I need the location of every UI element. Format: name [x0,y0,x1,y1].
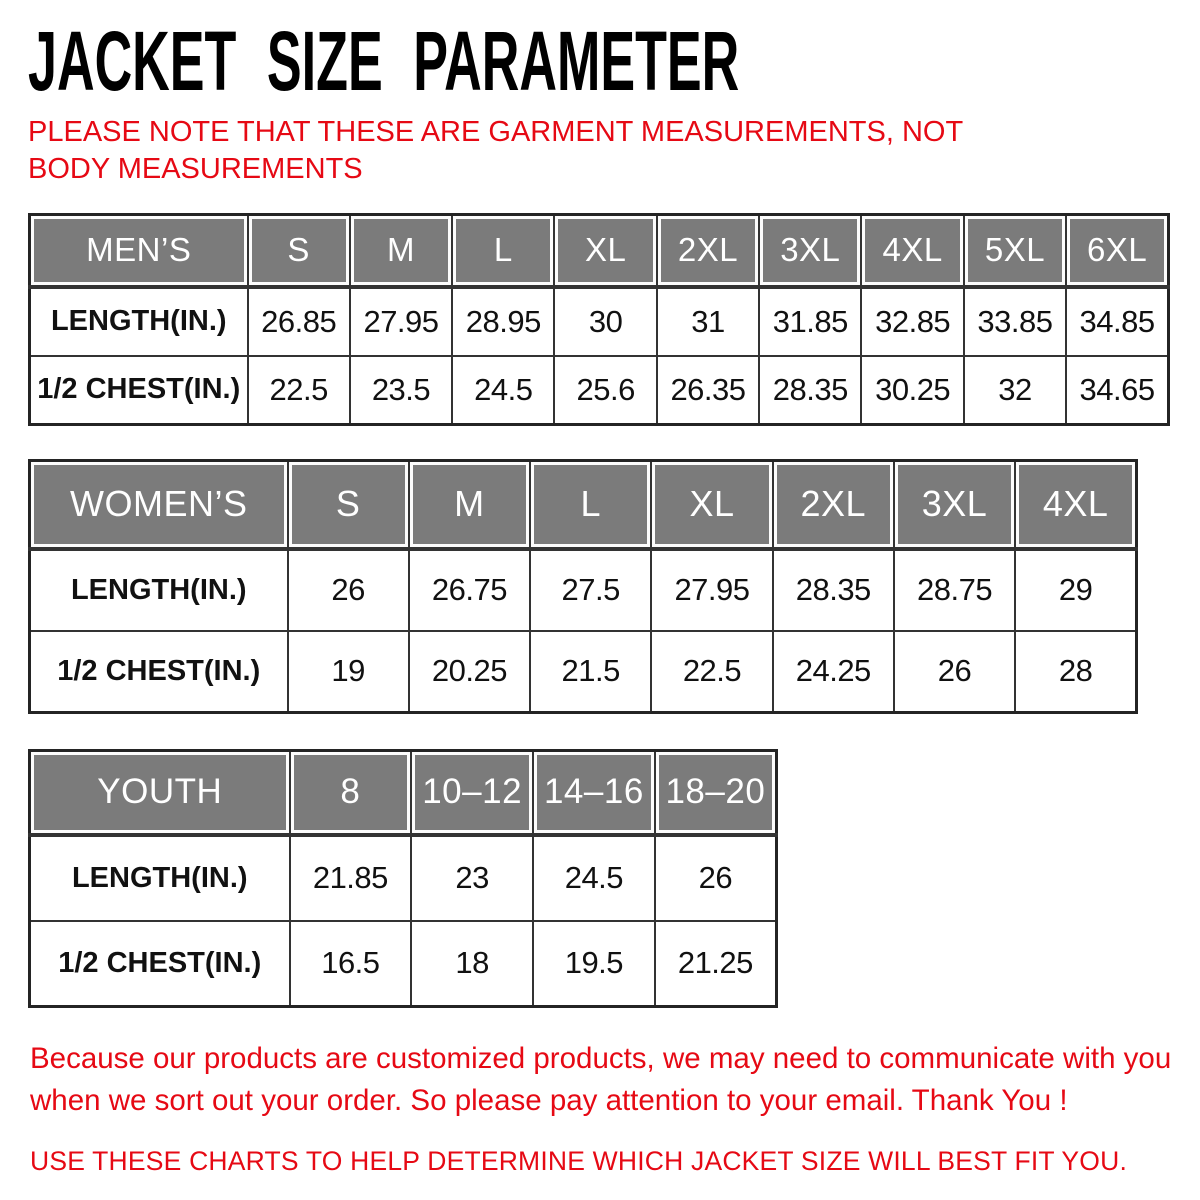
row-label: LENGTH(IN.) [30,835,290,921]
size-value-cell: 26.85 [248,287,350,356]
size-header-cell: 8 [290,751,412,835]
size-header-cell: 3XL [894,461,1015,549]
womens-chest-row [30,631,1137,713]
fit-advice: USE THESE CHARTS TO HELP DETERMINE WHICH JACKET SIZE WILL BEST FIT YOU. [30,1145,1128,1176]
size-value-cell: 31.85 [759,287,861,356]
size-header-cell: M [409,461,530,549]
mens-table-title: MEN’S [30,215,248,287]
size-value-cell: 20.25 [409,631,530,713]
size-value-cell: 30 [554,287,656,356]
size-header-cell: 5XL [964,215,1066,287]
size-value-cell: 24.5 [533,835,655,921]
page-title-text: JACKET SIZE PARAMETER [28,14,740,108]
size-value-cell: 24.5 [452,356,554,425]
size-header-cell: 18–20 [655,751,777,835]
size-header-cell: L [452,215,554,287]
page-title [28,14,1180,108]
size-header-cell: 4XL [861,215,963,287]
size-header-cell: 2XL [657,215,759,287]
youth-table-title: YOUTH [30,751,290,835]
mens-header-row [30,215,1169,287]
size-value-cell: 21.85 [290,835,412,921]
size-value-cell: 34.85 [1066,287,1168,356]
size-value-cell: 18 [411,921,533,1007]
size-value-cell: 28.35 [759,356,861,425]
size-value-cell: 24.25 [773,631,894,713]
garment-measurement-note: PLEASE NOTE THAT THESE ARE GARMENT MEASUREMENTS, NOT BODY MEASUREMENTS [28,116,963,185]
size-value-cell: 34.65 [1066,356,1168,425]
size-value-cell: 26.75 [409,549,530,631]
size-value-cell: 26 [288,549,409,631]
womens-header-row [30,461,1137,549]
mens-size-table [28,213,1170,426]
row-label: 1/2 CHEST(IN.) [30,356,248,425]
row-label: 1/2 CHEST(IN.) [30,631,288,713]
size-header-cell: 4XL [1015,461,1136,549]
row-label: LENGTH(IN.) [30,287,248,356]
size-header-cell: 3XL [759,215,861,287]
size-value-cell: 25.6 [554,356,656,425]
youth-length-row [30,835,777,921]
size-value-cell: 26 [894,631,1015,713]
mens-length-row [30,287,1169,356]
size-value-cell: 27.95 [651,549,772,631]
size-value-cell: 21.25 [655,921,777,1007]
size-header-cell: XL [554,215,656,287]
size-header-cell: S [248,215,350,287]
customization-note: Because our products are customized products, we may need to communicate with you when we sort out your order. So please pay attention to your email. Thank You ! [30,1042,1172,1117]
youth-chest-row [30,921,777,1007]
size-value-cell: 21.5 [530,631,651,713]
size-header-cell: 2XL [773,461,894,549]
womens-size-table [28,459,1138,714]
size-value-cell: 32.85 [861,287,963,356]
row-label: 1/2 CHEST(IN.) [30,921,290,1007]
size-value-cell: 30.25 [861,356,963,425]
size-header-cell: 14–16 [533,751,655,835]
size-value-cell: 23.5 [350,356,452,425]
size-value-cell: 16.5 [290,921,412,1007]
size-value-cell: 27.5 [530,549,651,631]
size-value-cell: 27.95 [350,287,452,356]
size-header-cell: 10–12 [411,751,533,835]
size-value-cell: 29 [1015,549,1136,631]
row-label: LENGTH(IN.) [30,549,288,631]
size-value-cell: 28.75 [894,549,1015,631]
size-header-cell: M [350,215,452,287]
size-value-cell: 26.35 [657,356,759,425]
womens-length-row [30,549,1137,631]
size-header-cell: L [530,461,651,549]
size-value-cell: 22.5 [651,631,772,713]
size-value-cell: 19 [288,631,409,713]
youth-header-row [30,751,777,835]
size-value-cell: 28.35 [773,549,894,631]
size-header-cell: S [288,461,409,549]
size-header-cell: 6XL [1066,215,1168,287]
womens-table-title: WOMEN’S [30,461,288,549]
size-value-cell: 22.5 [248,356,350,425]
size-value-cell: 19.5 [533,921,655,1007]
mens-chest-row [30,356,1169,425]
size-value-cell: 26 [655,835,777,921]
size-value-cell: 28.95 [452,287,554,356]
size-value-cell: 33.85 [964,287,1066,356]
size-value-cell: 23 [411,835,533,921]
size-value-cell: 32 [964,356,1066,425]
size-value-cell: 31 [657,287,759,356]
size-value-cell: 28 [1015,631,1136,713]
youth-size-table [28,749,778,1008]
size-header-cell: XL [651,461,772,549]
